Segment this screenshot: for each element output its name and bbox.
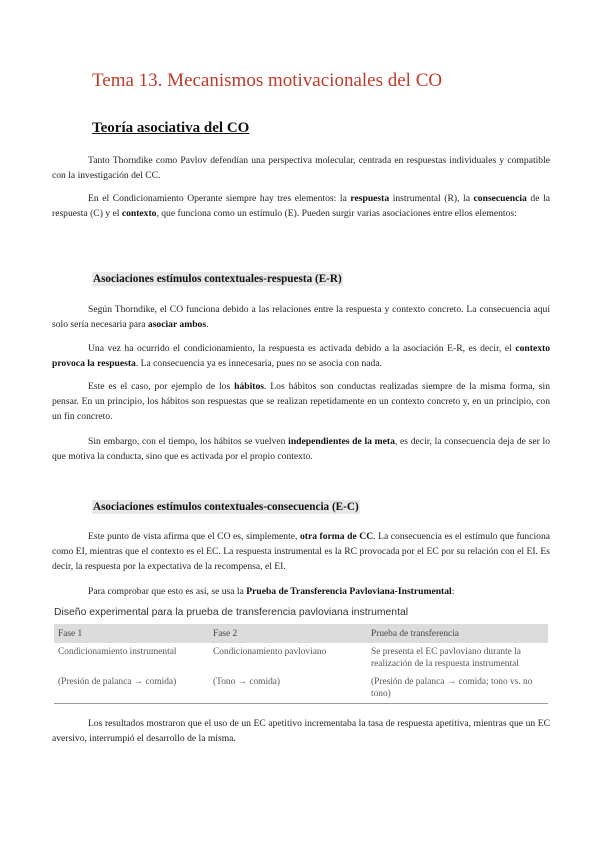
table-cell: Se presenta el EC pavloviano durante la realización de la respuesta instrumental — [371, 647, 521, 669]
paragraph-8 — [52, 584, 550, 599]
subsection-heading-ec: Asociaciones estímulos contextuales-consecuencia (E-C) — [93, 501, 359, 513]
text-run: Este es el caso, por ejemplo de los — [88, 381, 235, 392]
table-header: Fase 1 — [54, 624, 209, 643]
table-cell: Condicionamiento pavloviano — [213, 647, 327, 657]
text-run: Tanto Thorndike como Pavlov defendían una perspectiva molecular, centrada en respuestas individuales y compatible con la investigación del CC. — [52, 155, 550, 181]
text-run: Para comprobar que esto es así, se usa la — [88, 586, 247, 597]
text-run: , que funciona como un estímulo (E). Pueden surgir varias asociaciones entre ellos elementos: — [156, 208, 517, 219]
subsection-heading-er: Asociaciones estímulos contextuales-respuesta (E-R) — [93, 273, 342, 285]
paragraph-3 — [52, 302, 550, 332]
table-cell: (Tono → comida) — [209, 673, 367, 704]
text-run: . Los hábitos son conductas realizadas siempre de la misma forma, sin pensar. En un principio, los hábitos son respuestas que se realizan repetidamente en un contexto concreto y, en un principio, con un fin concreto. — [52, 381, 550, 422]
text-run: instrumental (R), la — [389, 193, 474, 204]
table-cell: (Presión de palanca → comida) — [54, 673, 209, 704]
paragraph-9 — [52, 716, 550, 746]
bold-term: Prueba de Transferencia Pavloviana-Instrumental — [246, 586, 452, 597]
bold-term: consecuencia — [473, 193, 527, 204]
paragraph-6 — [52, 434, 550, 464]
figure-caption: Diseño experimental para la prueba de transferencia pavloviana instrumental — [54, 607, 409, 618]
table-cell: Condicionamiento instrumental — [58, 647, 177, 657]
paragraph-7 — [52, 529, 550, 574]
text-run: . La consecuencia es el estímulo que funciona como EI, mientras que el contexto es el EC. La respuesta instrumental es la RC provocada por el EC por su relación con el EI. Es decir, la respuesta por la expectativa de la recompensa, el EI. — [52, 531, 551, 572]
table-header-row — [54, 624, 548, 643]
table-header: Prueba de transferencia — [367, 624, 548, 643]
paragraph-5 — [52, 379, 550, 424]
bold-term: contexto provoca la respuesta — [52, 343, 550, 369]
text-run: Los resultados mostraron que el uso de un EC apetitivo incrementaba la tasa de respuesta apetitiva, mientras que un EC aversivo, interrumpió el desarrollo de la misma. — [52, 718, 550, 744]
text-run: , es decir, la consecuencia deja de ser lo que motiva la conducta, sino que es activada por el propio contexto. — [52, 436, 550, 462]
paragraph-2 — [52, 191, 550, 221]
text-run: : — [451, 586, 455, 597]
text-run: En el Condicionamiento Operante siempre hay tres elementos: la — [88, 193, 351, 204]
bold-term: independientes de la meta — [288, 436, 395, 447]
bold-term: hábitos — [234, 381, 264, 392]
paragraph-4 — [52, 341, 550, 371]
experiment-table — [54, 624, 548, 704]
bold-term: otra forma de CC — [299, 531, 374, 542]
text-run: . La consecuencia ya es innecesaria, pues no se asocia con nada. — [135, 358, 382, 369]
table-row — [54, 673, 548, 704]
table-row — [54, 643, 548, 673]
text-run: Una vez ha ocurrido el condicionamiento, la respuesta es activada debido a la asociación E-R, es decir, el — [88, 343, 516, 354]
text-run: Sin embargo, con el tiempo, los hábitos se vuelven — [88, 436, 289, 447]
section-heading: Teoría asociativa del CO — [92, 120, 250, 136]
text-run: Este punto de vista afirma que el CO es, simplemente, — [88, 531, 300, 542]
bold-term: respuesta — [350, 193, 390, 204]
bold-term: contexto — [121, 208, 157, 219]
page-title: Tema 13. Mecanismos motivacionales del CO — [92, 70, 443, 91]
table-cell: (Presión de palanca → comida; tono vs. no tono) — [367, 673, 548, 704]
text-run: Según Thorndike, el CO funciona debido a las relaciones entre la respuesta y contexto concreto. La consecuencia aquí solo sería necesaria para — [52, 304, 550, 330]
paragraph-1 — [52, 153, 550, 183]
text-run: . — [206, 319, 209, 330]
bold-term: asociar ambos — [147, 319, 207, 330]
text-run: de la respuesta (C) y el — [52, 193, 550, 219]
table-header: Fase 2 — [209, 624, 367, 643]
